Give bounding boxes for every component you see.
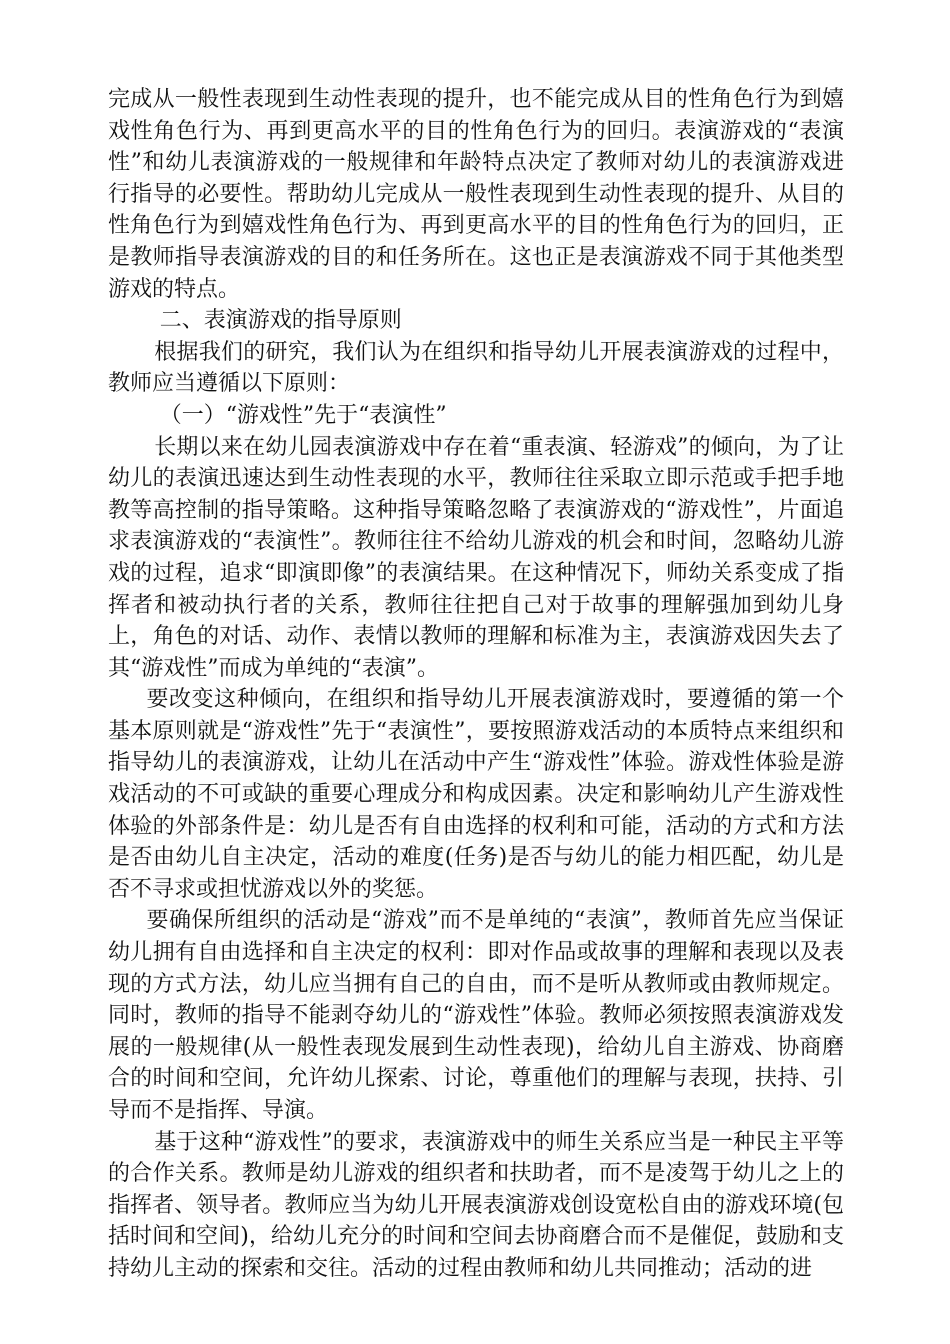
paragraph-continuation: 完成从一般性表现到生动性表现的提升，也不能完成从目的性角色行为到嬉戏性角色行为、再到更高水平的目的性角色行为的回归。表演游戏的“表演性”和幼儿表演游戏的一般规律和年龄特点决定了教师对幼儿的表演游戏进行指导的必要性。帮助幼儿完成从一般性表现到生动性表现的提升、从目的性角色行为到嬉戏性角色行为、再到更高水平的目的性角色行为的回归，正是教师指导表演游戏的目的和任务所在。这也正是表演游戏不同于其他类型游戏的特点。 xyxy=(108,87,844,302)
paragraph-intro: 根据我们的研究，我们认为在组织和指导幼儿开展表演游戏的过程中，教师应当遵循以下原则： xyxy=(108,339,844,397)
section-heading: 二、表演游戏的指导原则 xyxy=(159,308,402,334)
paragraph-body: 要改变这种倾向，在组织和指导幼儿开展表演游戏时，要遵循的第一个基本原则就是“游戏性”先于“表演性”，要按照游戏活动的本质特点来组织和指导幼儿的表演游戏，让幼儿在活动中产生“游戏性”体验。游戏性体验是游戏活动的不可或缺的重要心理成分和构成因素。决定和影响幼儿产生游戏性体验的外部条件是：幼儿是否有自由选择的权利和可能，活动的方式和方法是否由幼儿自主决定，活动的难度(任务)是否与幼儿的能力相匹配，幼儿是否不寻求或担忧游戏以外的奖惩。 xyxy=(108,687,844,902)
paragraph-body: 要确保所组织的活动是“游戏”而不是单纯的“表演”，教师首先应当保证幼儿拥有自由选择和自主决定的权利：即对作品或故事的理解和表现以及表现的方式方法，幼儿应当拥有自己的自由，而不是听从教师或由教师规定。同时，教师的指导不能剥夺幼儿的“游戏性”体验。教师必须按照表演游戏发展的一般规律(从一般性表现发展到生动性表现)，给幼儿自主游戏、协商磨合的时间和空间，允许幼儿探索、讨论，尊重他们的理解与表现，扶持、引导而不是指挥、导演。 xyxy=(108,908,844,1123)
paragraph-body: 长期以来在幼儿园表演游戏中存在着“重表演、轻游戏”的倾向，为了让幼儿的表演迅速达到生动性表现的水平，教师往往采取立即示范或手把手地教等高控制的指导策略。这种指导策略忽略了表演游戏的“游戏性”，片面追求表演游戏的“表演性”。教师往往不给幼儿游戏的机会和时间，忽略幼儿游戏的过程，追求“即演即像”的表演结果。在这种情况下，师幼关系变成了指挥者和被动执行者的关系，教师往往把自己对于故事的理解强加到幼儿身上，角色的对话、动作、表情以教师的理解和标准为主，表演游戏因失去了其“游戏性”而成为单纯的“表演”。 xyxy=(108,434,844,681)
paragraph-body: 基于这种“游戏性”的要求，表演游戏中的师生关系应当是一种民主平等的合作关系。教师是幼儿游戏的组织者和扶助者，而不是凌驾于幼儿之上的指挥者、领导者。教师应当为幼儿开展表演游戏创设宽松自由的游戏环境(包括时间和空间)，给幼儿充分的时间和空间去协商磨合而不是催促，鼓励和支持幼儿主动的探索和交往。活动的过程由教师和幼儿共同推动；活动的进 xyxy=(108,1129,844,1281)
document-page xyxy=(108,84,844,1285)
subsection-heading: （一）“游戏性”先于“表演性” xyxy=(159,402,447,428)
